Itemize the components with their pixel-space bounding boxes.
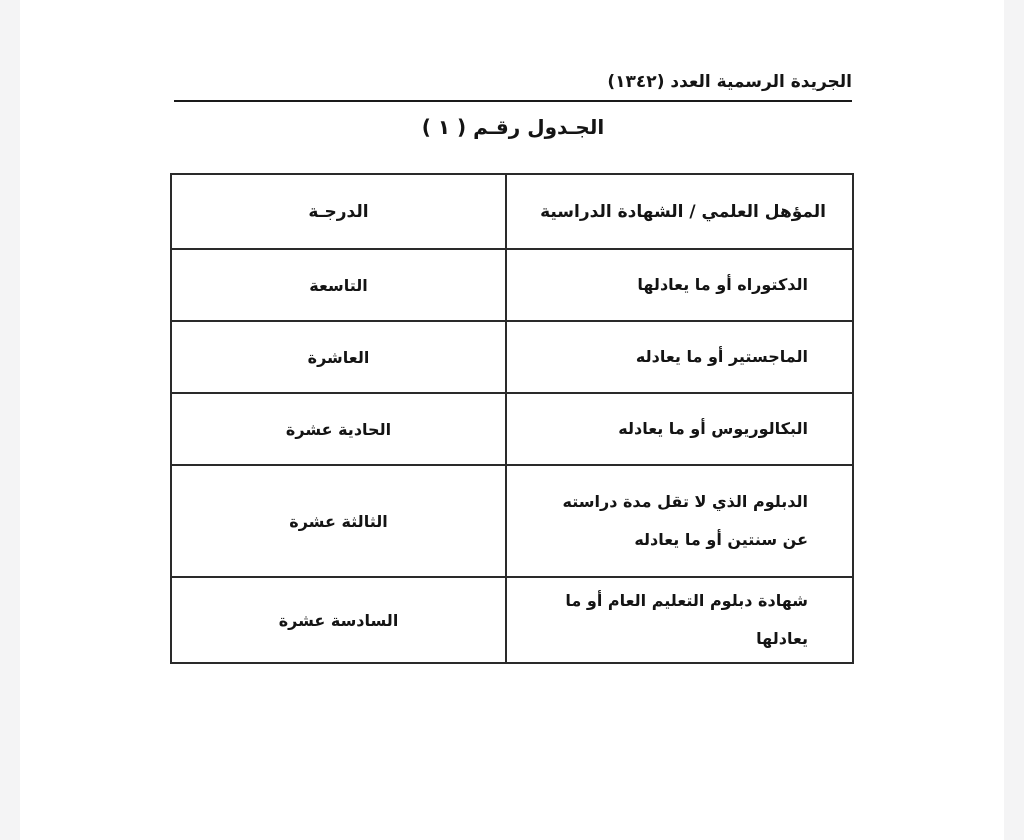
gazette-header [174, 70, 852, 102]
table-row [171, 465, 853, 577]
qualification-column-header: المؤهل العلمي / الشهادة الدراسية [506, 174, 853, 249]
qualification-text-line-2: عن سنتين أو ما يعادله [634, 530, 808, 549]
grade-cell: التاسعة [171, 249, 506, 321]
qualification-cell [506, 393, 853, 465]
table-header-row [171, 174, 853, 249]
qualification-cell [506, 465, 853, 577]
qualification-text: شهادة دبلوم التعليم العام أو ما يعادلها [565, 591, 808, 648]
grade-cell: الحادية عشرة [171, 393, 506, 465]
grade-cell: الثالثة عشرة [171, 465, 506, 577]
qualification-cell [506, 249, 853, 321]
table-row [171, 321, 853, 393]
grade-cell: العاشرة [171, 321, 506, 393]
qualification-text: الماجستير أو ما يعادله [635, 347, 808, 366]
qualification-text: البكالوريوس أو ما يعادله [618, 419, 808, 438]
qualification-cell [506, 321, 853, 393]
qualification-text-line-1: الدبلوم الذي لا تقل مدة دراسته [562, 492, 808, 511]
grade-cell: السادسة عشرة [171, 577, 506, 663]
table-row [171, 577, 853, 663]
gazette-issue-label: الجريدة الرسمية العدد (١٣٤٢) [607, 72, 852, 92]
table-row [171, 393, 853, 465]
grade-column-header: الدرجـة [171, 174, 506, 249]
qualification-text: الدكتوراه أو ما يعادلها [637, 275, 808, 294]
qualifications-table [170, 173, 854, 664]
qualification-cell [506, 577, 853, 663]
table-title: الجـدول رقـم ( ١ ) [421, 115, 605, 139]
table-row [171, 249, 853, 321]
